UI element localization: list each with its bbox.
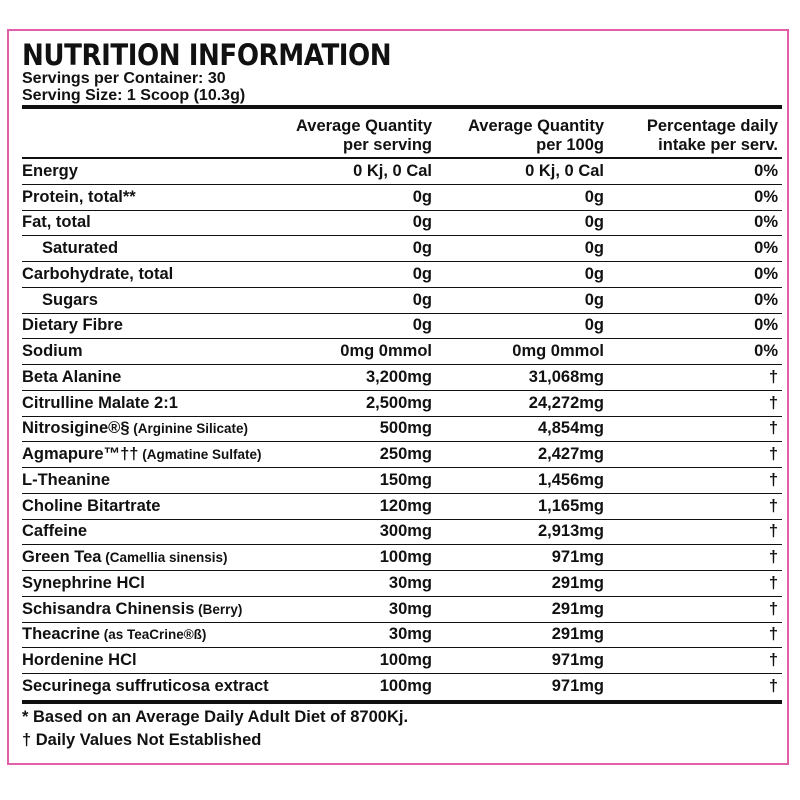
nutrient-name	[22, 625, 272, 644]
table-row	[22, 391, 782, 417]
nutrient-label: Citrulline Malate 2:1	[22, 393, 178, 412]
panel-title: NUTRITION INFORMATION	[22, 38, 392, 72]
daily-intake: †	[768, 522, 778, 541]
nutrient-label: Sugars	[42, 290, 98, 309]
amount-per-serving: 250mg	[379, 445, 432, 464]
header-per-100g	[432, 109, 604, 157]
nutrient-label: Synephrine HCl	[22, 573, 145, 592]
amount-per-serving: 3,200mg	[365, 367, 432, 386]
amount-per-serving: 30mg	[388, 573, 432, 592]
table-row	[22, 417, 782, 443]
nutrient-detail: (Camellia sinensis)	[101, 550, 228, 566]
amount-per-100g: 0g	[584, 316, 604, 335]
nutrient-name	[22, 239, 272, 258]
daily-intake: 0%	[754, 213, 778, 232]
nutrient-label: Green Tea	[22, 548, 102, 567]
daily-intake: †	[768, 625, 778, 644]
nutrient-name	[22, 265, 272, 284]
nutrient-label: Beta Alanine	[22, 367, 122, 386]
table-row	[22, 288, 782, 314]
amount-per-100g: 4,854mg	[537, 419, 604, 438]
nutrient-name	[22, 497, 272, 516]
amount-per-100g: 24,272mg	[528, 393, 604, 412]
nutrient-label: Theacrine	[22, 625, 100, 644]
table-row	[22, 674, 782, 700]
daily-intake: †	[768, 573, 778, 592]
nutrient-detail: (as TeaCrine®ß)	[99, 627, 207, 643]
header-daily-intake	[604, 109, 778, 157]
daily-intake: 0%	[754, 264, 778, 283]
table-body	[22, 159, 782, 700]
nutrient-name	[22, 471, 272, 490]
amount-per-100g: 0mg 0mmol	[512, 342, 604, 361]
table-row	[22, 520, 782, 546]
serving-size: Serving Size: 1 Scoop (10.3g)	[22, 87, 246, 104]
daily-intake: †	[768, 548, 778, 567]
table-row	[22, 185, 782, 211]
nutrient-name	[22, 291, 272, 310]
amount-per-100g: 291mg	[551, 599, 604, 618]
nutrition-panel	[22, 40, 782, 752]
nutrient-label: Hordenine HCl	[22, 651, 137, 670]
nutrient-label: Securinega suffruticosa extract	[22, 677, 269, 696]
table-row	[22, 159, 782, 185]
amount-per-100g: 31,068mg	[528, 367, 604, 386]
nutrient-label: Sodium	[22, 342, 83, 361]
table-row	[22, 339, 782, 365]
table-row	[22, 442, 782, 468]
header-per-serving-line2: per serving	[343, 136, 432, 154]
header-daily-line1: Percentage daily	[646, 117, 778, 135]
header-per-serving-line1: Average Quantity	[295, 117, 432, 135]
amount-per-serving: 0g	[412, 290, 432, 309]
nutrient-label: L-Theanine	[22, 470, 111, 489]
nutrient-name	[22, 316, 272, 335]
table-header	[22, 109, 782, 159]
daily-intake: †	[768, 393, 778, 412]
amount-per-serving: 0mg 0mmol	[340, 342, 432, 361]
daily-intake: †	[768, 367, 778, 386]
amount-per-serving: 0g	[412, 187, 432, 206]
nutrient-label: Energy	[22, 161, 78, 180]
daily-intake: 0%	[754, 290, 778, 309]
amount-per-serving: 0g	[412, 316, 432, 335]
amount-per-100g: 971mg	[551, 651, 604, 670]
table-row	[22, 236, 782, 262]
nutrient-name	[22, 600, 272, 619]
amount-per-serving: 2,500mg	[365, 393, 432, 412]
nutrient-label: Agmapure™††	[22, 445, 139, 464]
amount-per-serving: 0g	[412, 213, 432, 232]
nutrient-name	[22, 162, 272, 181]
footnote-diet: * Based on an Average Daily Adult Diet of 8700Kj.	[22, 707, 409, 726]
nutrient-name	[22, 445, 272, 464]
daily-intake: †	[768, 419, 778, 438]
nutrient-label: Fat, total	[22, 213, 91, 232]
amount-per-serving: 0 Kj, 0 Cal	[353, 161, 432, 180]
servings-per-container: Servings per Container: 30	[22, 70, 226, 87]
daily-intake: †	[768, 651, 778, 670]
amount-per-serving: 100mg	[379, 677, 432, 696]
nutrient-detail: (Arginine Silicate)	[129, 421, 249, 437]
table-row	[22, 648, 782, 674]
nutrient-name	[22, 394, 272, 413]
table-row	[22, 314, 782, 340]
nutrient-label: Caffeine	[22, 522, 88, 541]
amount-per-100g: 0g	[584, 239, 604, 258]
amount-per-serving: 120mg	[379, 496, 432, 515]
header-blank	[22, 109, 272, 157]
amount-per-100g: 1,165mg	[537, 496, 604, 515]
amount-per-serving: 0g	[412, 264, 432, 283]
daily-intake: 0%	[754, 239, 778, 258]
table-row	[22, 597, 782, 623]
nutrient-detail: (Berry)	[194, 601, 243, 617]
amount-per-serving: 300mg	[379, 522, 432, 541]
amount-per-100g: 971mg	[551, 548, 604, 567]
amount-per-100g: 0g	[584, 187, 604, 206]
amount-per-serving: 0g	[412, 239, 432, 258]
nutrient-name	[22, 419, 272, 438]
amount-per-serving: 100mg	[379, 548, 432, 567]
amount-per-100g: 2,913mg	[537, 522, 604, 541]
amount-per-100g: 1,456mg	[537, 470, 604, 489]
header-per-serving	[272, 109, 432, 157]
footnote-daily-values: † Daily Values Not Established	[22, 730, 262, 749]
table-row	[22, 545, 782, 571]
amount-per-serving: 150mg	[379, 470, 432, 489]
header-daily-line2: intake per serv.	[658, 136, 778, 154]
daily-intake: †	[768, 470, 778, 489]
amount-per-100g: 0g	[584, 290, 604, 309]
nutrient-name	[22, 574, 272, 593]
amount-per-serving: 30mg	[388, 625, 432, 644]
nutrient-label: Nitrosigine®§	[22, 419, 130, 438]
nutrient-label: Carbohydrate, total	[22, 264, 174, 283]
header-per-100g-line2: per 100g	[536, 136, 604, 154]
nutrient-name	[22, 368, 272, 387]
nutrient-name	[22, 522, 272, 541]
nutrient-name	[22, 548, 272, 567]
table-row	[22, 365, 782, 391]
table-row	[22, 262, 782, 288]
daily-intake: †	[768, 445, 778, 464]
amount-per-100g: 0g	[584, 213, 604, 232]
amount-per-100g: 0g	[584, 264, 604, 283]
table-row	[22, 571, 782, 597]
amount-per-100g: 971mg	[551, 677, 604, 696]
nutrient-label: Protein, total**	[22, 187, 136, 206]
amount-per-serving: 30mg	[388, 599, 432, 618]
daily-intake: 0%	[754, 161, 778, 180]
amount-per-serving: 500mg	[379, 419, 432, 438]
header-per-100g-line1: Average Quantity	[467, 117, 604, 135]
nutrient-detail: (Agmatine Sulfate)	[138, 447, 262, 463]
daily-intake: †	[768, 496, 778, 515]
nutrient-name	[22, 677, 272, 696]
nutrient-name	[22, 651, 272, 670]
amount-per-100g: 291mg	[551, 625, 604, 644]
nutrient-name	[22, 342, 272, 361]
nutrient-name	[22, 213, 272, 232]
nutrient-label: Schisandra Chinensis	[22, 599, 195, 618]
table-row	[22, 494, 782, 520]
nutrient-name	[22, 188, 272, 207]
amount-per-100g: 0 Kj, 0 Cal	[525, 161, 604, 180]
table-row	[22, 211, 782, 237]
nutrient-label: Saturated	[42, 239, 119, 258]
amount-per-serving: 100mg	[379, 651, 432, 670]
nutrient-label: Choline Bitartrate	[22, 496, 161, 515]
nutrient-label: Dietary Fibre	[22, 316, 123, 335]
table-row	[22, 468, 782, 494]
daily-intake: †	[768, 677, 778, 696]
daily-intake: 0%	[754, 316, 778, 335]
daily-intake: 0%	[754, 187, 778, 206]
amount-per-100g: 2,427mg	[537, 445, 604, 464]
daily-intake: †	[768, 599, 778, 618]
table-row	[22, 623, 782, 649]
amount-per-100g: 291mg	[551, 573, 604, 592]
daily-intake: 0%	[754, 342, 778, 361]
